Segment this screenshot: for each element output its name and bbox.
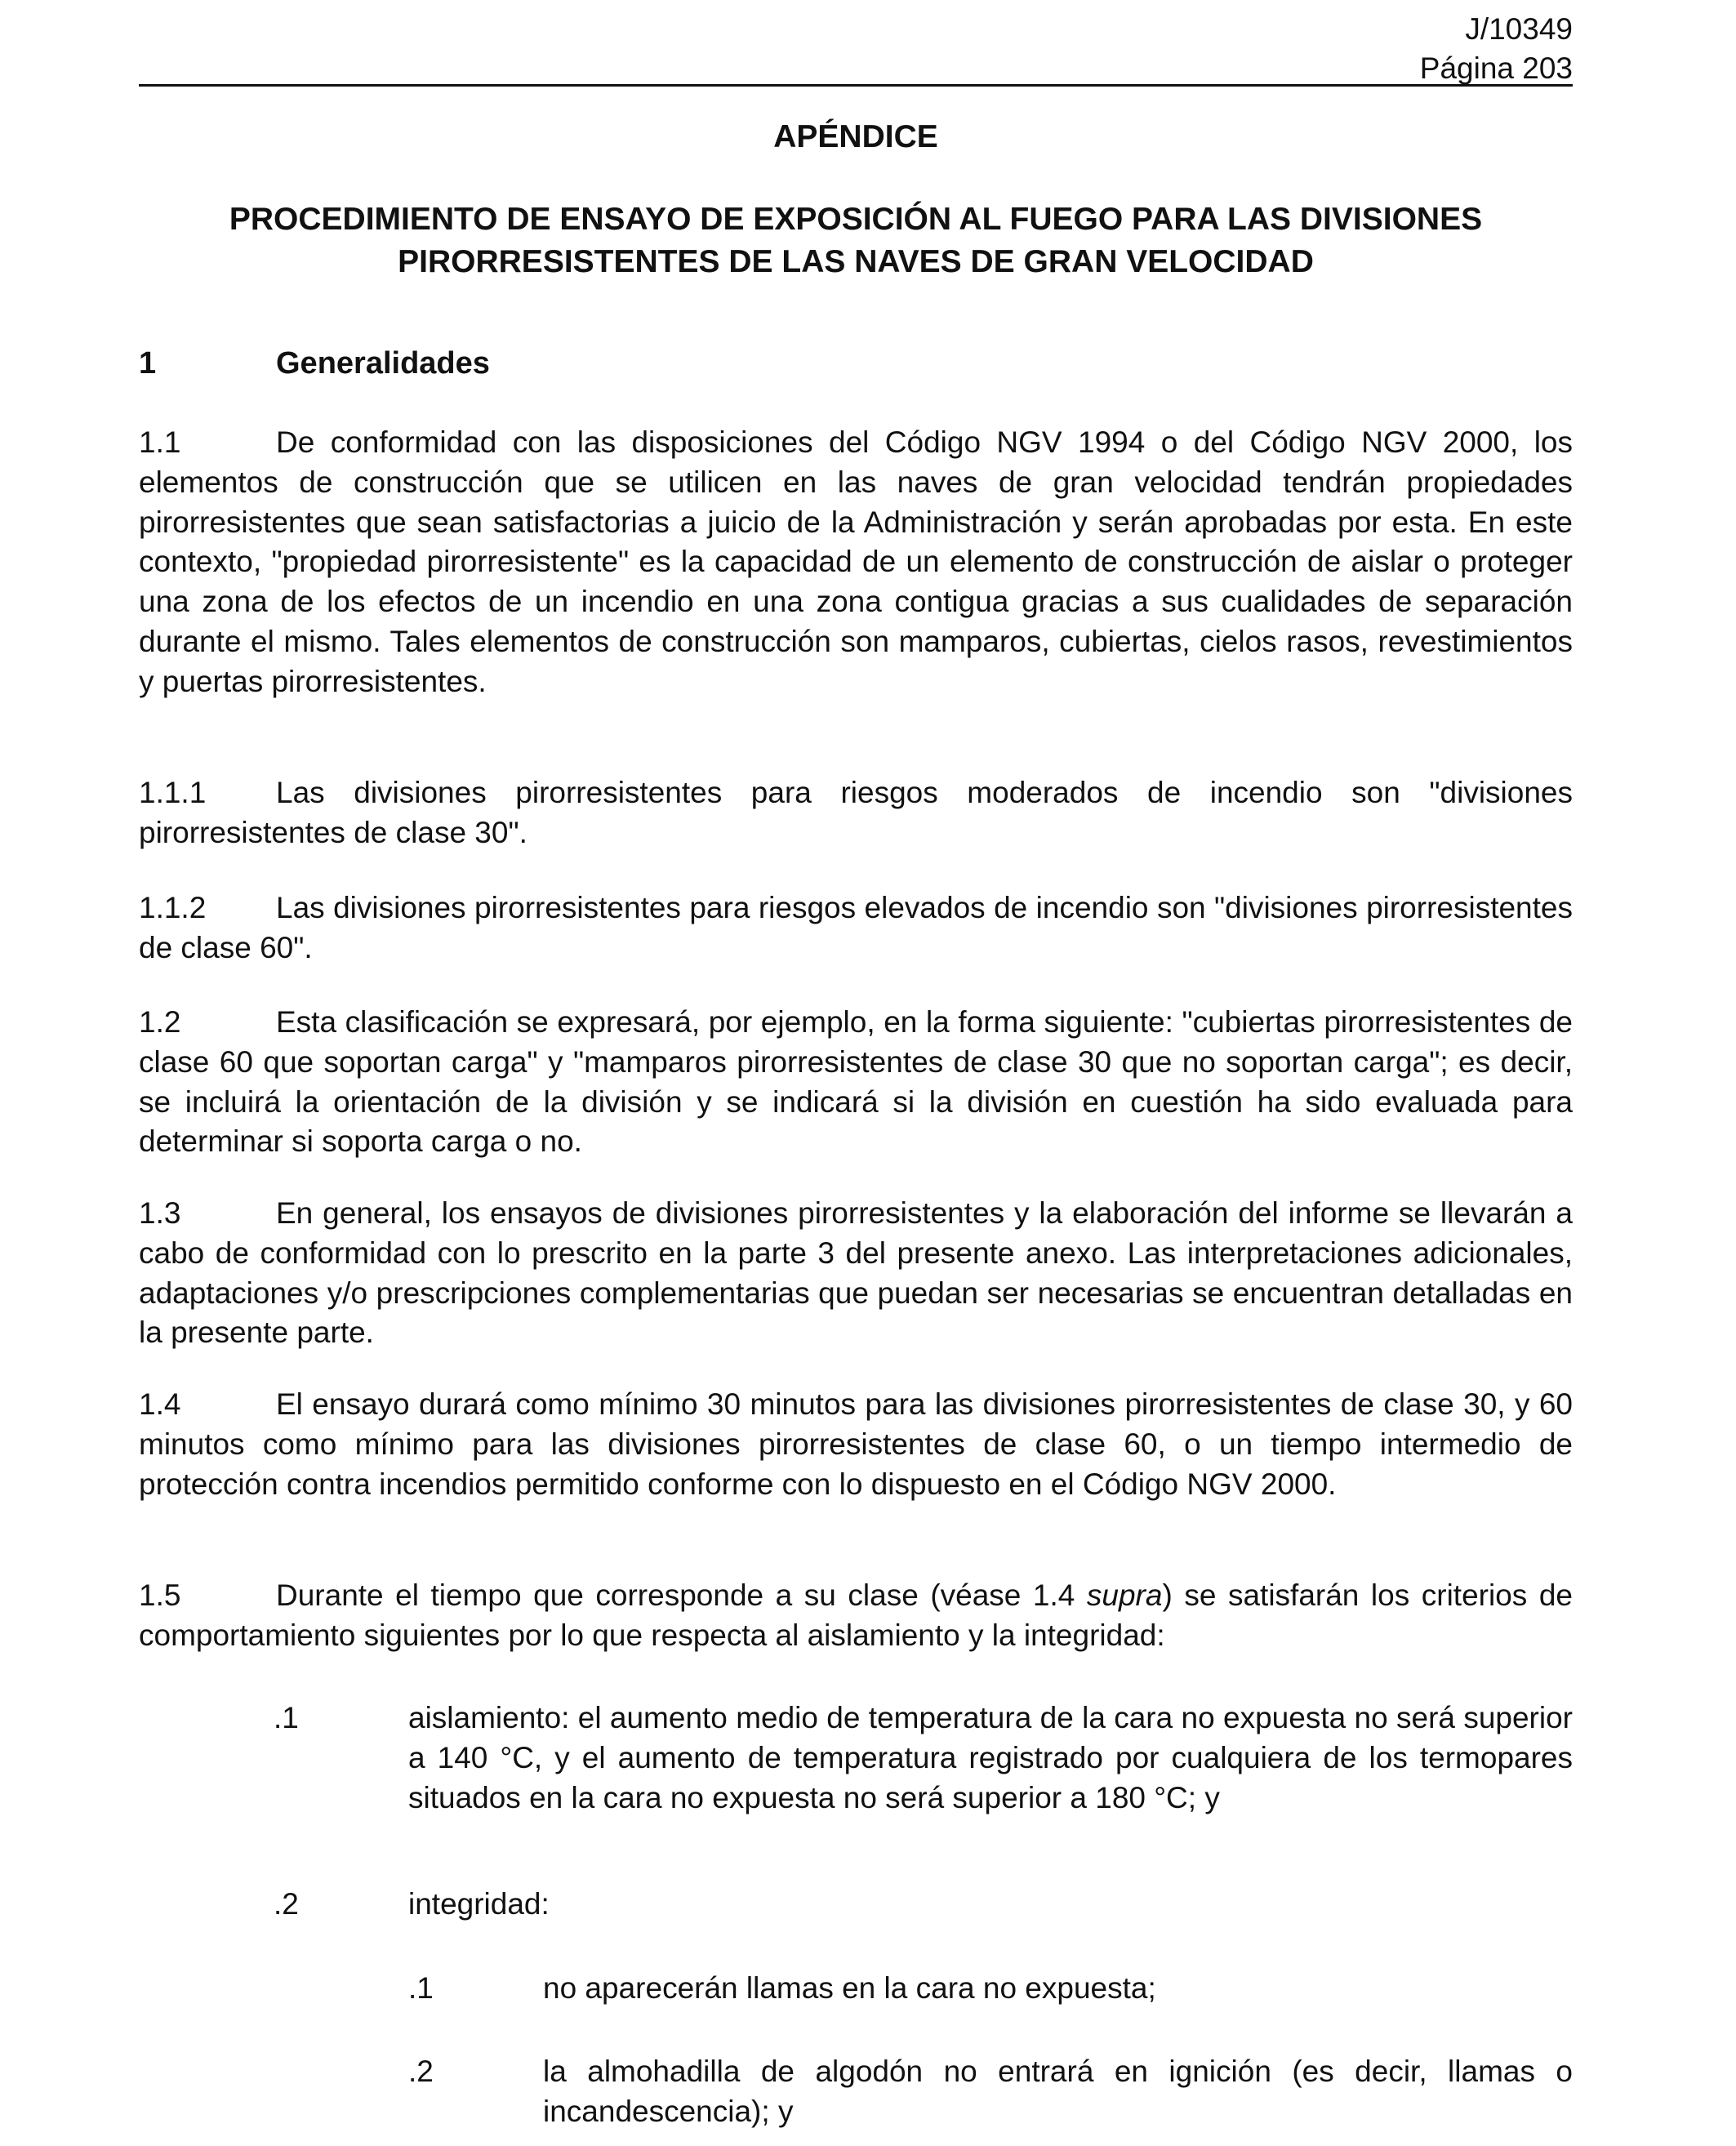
subitem-number: .2 <box>408 2055 434 2088</box>
page-number: Página 203 <box>1419 51 1573 85</box>
paragraph-number: 1.1.2 <box>139 891 207 924</box>
paragraph-text: Las divisiones pirorresistentes para riesgos elevados de incendio son "divisiones pirorresistentes de clase 60". <box>139 891 1573 964</box>
paragraph-text: El ensayo durará como mínimo 30 minutos para las divisiones pirorresistentes de clase 30, y 60 minutos como mínimo para las divisiones pirorresistentes de clase 60, o un tiempo intermedio de protección contra incendios permitido conforme con lo dispuesto en el Código NGV 2000. <box>139 1387 1573 1501</box>
paragraph-number: 1.2 <box>139 1005 181 1039</box>
paragraph-number: 1.1 <box>139 425 181 459</box>
paragraph-text: Esta clasificación se expresará, por ejemplo, en la forma siguiente: "cubiertas pirorresistentes de clase 60 que soportan carga" y "mamparos pirorresistentes de clase 30 que no soportan carga"; es decir, se incluirá la orientación de la división y se indicará si la división en cuestión ha sido evaluada para determinar si soporta carga o no. <box>139 1005 1573 1159</box>
document-code: J/10349 <box>1465 12 1573 46</box>
item-number: .1 <box>274 1701 299 1734</box>
criterion-item-1 <box>274 1699 1573 1862</box>
section-number: 1 <box>139 346 157 381</box>
paragraph-text: De conformidad con las disposiciones del Código NGV 1994 o del Código NGV 2000, los elementos de construcción que se utilicen en las naves de gran velocidad tendrán propiedades pirorresistentes que sean satisfactorias a juicio de la Administración y serán aprobadas por esta. En este contexto, "propiedad pirorresistente" es la capacidad de un elemento de construcción de aislar o proteger una zona de los efectos de un incendio en una zona contigua gracias a sus cualidades de separación durante el mismo. Tales elementos de construcción son mamparos, cubiertas, cielos rasos, revestimientos y puertas pirorresistentes. <box>139 425 1573 698</box>
integrity-subitem-1 <box>408 1969 1573 2010</box>
paragraph-1-2 <box>139 1003 1573 1162</box>
subitem-text: no aparecerán llamas en la cara no expuesta; <box>543 1971 1156 2005</box>
italic-term: supra <box>1086 1578 1163 1612</box>
section-title: Generalidades <box>276 346 490 381</box>
paragraph-number: 1.5 <box>139 1578 181 1612</box>
paragraph-1-1-2 <box>139 888 1573 968</box>
paragraph-number: 1.3 <box>139 1196 181 1230</box>
page-header <box>1420 10 1573 88</box>
paragraph-1-3 <box>139 1194 1573 1353</box>
paragraph-1-1-1 <box>139 773 1573 853</box>
criterion-item-2 <box>274 1885 1573 1926</box>
appendix-title: APÉNDICE <box>773 119 938 154</box>
integrity-subitem-2 <box>408 2052 1573 2134</box>
subitem-number: .1 <box>408 1971 434 2005</box>
paragraph-1-4 <box>139 1385 1573 1504</box>
paragraph-number: 1.1.1 <box>139 776 207 809</box>
item-text: integridad: <box>408 1887 550 1921</box>
paragraph-text: En general, los ensayos de divisiones pirorresistentes y la elaboración del informe se llevarán a cabo de conformidad con lo prescrito en la parte 3 del presente anexo. Las interpretaciones adicionales, adaptaciones y/o prescripciones complementarias que puedan ser necesarias se encuentran detalladas en la presente parte. <box>139 1196 1573 1350</box>
subitem-text: la almohadilla de algodón no entrará en ignición (es decir, llamas o incandescencia); y <box>543 2055 1573 2128</box>
paragraph-text: Durante el tiempo que corresponde a su clase (véase 1.4 supra) se satisfarán los criterios de comportamiento siguientes por lo que respecta al aislamiento y la integridad: <box>139 1578 1573 1652</box>
header-rule <box>139 84 1573 87</box>
paragraph-text: Las divisiones pirorresistentes para riesgos moderados de incendio son "divisiones pirorresistentes de clase 30". <box>139 776 1573 849</box>
section-heading <box>139 346 490 381</box>
paragraph-1-1 <box>139 423 1573 702</box>
item-number: .2 <box>274 1887 299 1921</box>
paragraph-1-5 <box>139 1576 1573 1656</box>
paragraph-number: 1.4 <box>139 1387 181 1421</box>
item-text: aislamiento: el aumento medio de temperatura de la cara no expuesta no será superior a 140 °C, y el aumento de temperatura registrado por cualquiera de los termopares situados en la cara no expuesta no será superior a 180 °C; y <box>408 1701 1573 1814</box>
appendix-subtitle: PROCEDIMIENTO DE ENSAYO DE EXPOSICIÓN AL FUEGO PARA LAS DIVISIONES PIRORRESISTENTES DE LAS NAVES DE GRAN VELOCIDAD <box>229 202 1483 279</box>
